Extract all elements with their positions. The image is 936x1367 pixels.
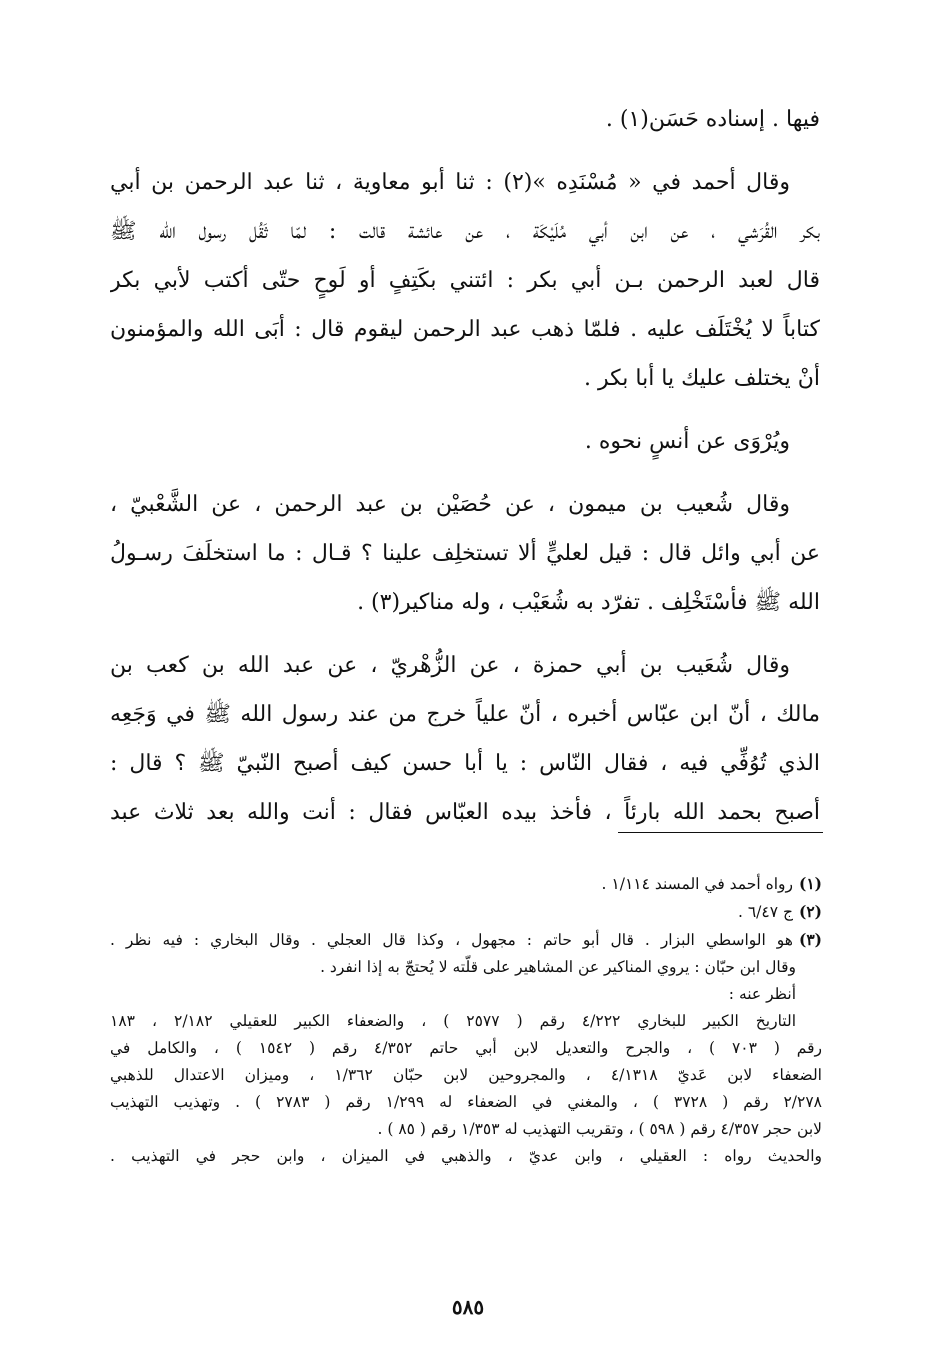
- footnote-text: ٢/٢٧٨ رقم ( ٣٧٢٨ ) ، والمغني في الضعفاء له ١/٢٩٩ رقم ( ٢٧٨٣ ) . وتهذيب التهذيب: [110, 1093, 822, 1111]
- footnote-text: وقال ابن حبّان : يروي المناكير عن المشاهير على قلّته لا يُحتجّ به إذا انفرد .: [320, 958, 796, 976]
- footnote-line: [110, 981, 822, 1008]
- footnote-text: رقم ( ٧٠٣ ) ، والجرح والتعديل لابن أبي حاتم ٤/٣٥٢ رقم ( ١٥٤٢ ) ، والكامل في: [110, 1039, 822, 1057]
- text-line: وقال أحمد في « مُسْنَدِه »(٢) : ثنا أبو معاوية ، ثنا عبد الرحمن بن أبي: [110, 170, 790, 195]
- footnote-text: التاريخ الكبير للبخاري ٤/٢٢٢ رقم ( ٢٥٧٧ ) ، والضعفاء الكبير للعقيلي ٢/١٨٢ ، ١٨٣: [110, 1012, 797, 1030]
- text-line: أنْ يختلف عليك يا أبا بكر .: [583, 366, 820, 391]
- footnote-text: ج ٦/٤٧ .: [737, 903, 793, 921]
- footnote-number: (٢): [798, 902, 822, 921]
- text-line: مالك ، أنّ ابن عبّاس أخبره ، أنّ علياً خرج من عند رسول الله ﷺ في وَجَعِه: [110, 702, 820, 727]
- text-line: عن أبي وائل قال : قيل لعليٍّ ألا تستخلِف علينا ؟ قـال : ما استخلَفَ رسـولُ: [110, 541, 820, 566]
- footnote-line: [110, 1008, 822, 1035]
- main-text: [110, 95, 820, 837]
- footnote-line: [110, 1143, 822, 1170]
- text-line: الذي تُوُفِّي فيه ، فقال النّاس : يا أبا حسن كيف أصبح النّبيّ ﷺ ؟ قال :: [110, 751, 820, 776]
- footnote-line: [110, 898, 822, 926]
- text-line: أصبح بحمد الله بارئاً ، فأخذ بيده العبّاس فقال : أنت والله بعد ثلاث عبد: [110, 800, 820, 825]
- text-line: ويُرْوَى عن أنسٍ نحوه .: [584, 429, 790, 454]
- text-line: فيها . إسناده حَسَن(١) .: [605, 107, 820, 132]
- text-line: كتاباً لا يُخْتَلَف عليه . فلمّا ذهب عبد الرحمن ليقوم قال : أبَى الله والمؤمنون: [110, 317, 820, 342]
- footnote-text: الضعفاء لابن عَديّ ٤/١٣١٨ ، والمجروحين لابن حبّان ١/٣٦٢ ، وميزان الاعتدال للذهبي: [110, 1066, 822, 1084]
- footnote-text: هو الواسطي البزار . قال أبو حاتم : مجهول ، وكذا قال العجلي . وقال البخاري : فيه نظر .: [110, 931, 793, 949]
- text-line: قال لعبد الرحمن بـن أبي بكر : ائتني بكَتِفٍ أو لَوحٍ حتّى أكتب لأبي بكر: [110, 268, 820, 293]
- footnote-line: [110, 1062, 822, 1089]
- text-line: وقال شُعَيب بن أبي حمزة ، عن الزُّهْريّ ، عن عبد الله بن كعب بن: [110, 653, 790, 678]
- footnote-text: أنظر عنه :: [728, 985, 796, 1003]
- text-line: الله ﷺ فأسْتَخْلِف . تفرّد به شُعَيْب ، وله مناكير(٣) .: [357, 590, 820, 615]
- footnote-line: [110, 954, 822, 981]
- footnotes: [110, 870, 822, 1170]
- footnote-text: والحديث رواه : العقيلي ، وابن عديّ ، والذهبي في الميزان ، وابن حجر في التهذيب .: [110, 1147, 822, 1165]
- footnote-text: رواه أحمد في المسند ١/١١٤ .: [601, 875, 793, 893]
- text-line: بكر القُرَشي ، عن ابن أبي مُلَيْكَة ، عن عائشة قالت : لمّا ثَقُل رسول الله ﷺ: [110, 219, 820, 244]
- footnote-number: (١): [798, 874, 822, 893]
- footnote-text: لابن حجر ٤/٣٥٧ رقم ( ٥٩٨ ) ، وتقريب التهذيب له ١/٣٥٣ رقم ( ٨٥ ) .: [377, 1120, 822, 1138]
- footnote-line: [110, 1116, 822, 1143]
- footnote-separator: [618, 832, 823, 833]
- footnote-line: [110, 926, 822, 954]
- footnote-line: [110, 1089, 822, 1116]
- footnote-line: [110, 1035, 822, 1062]
- footnote-line: [110, 870, 822, 898]
- page-number: ٥٨٥: [451, 1295, 485, 1319]
- footnote-number: (٣): [798, 930, 822, 949]
- text-line: وقال شُعيب بن ميمون ، عن حُصَيْن بن عبد الرحمن ، عن الشَّعْبيّ ،: [110, 492, 790, 517]
